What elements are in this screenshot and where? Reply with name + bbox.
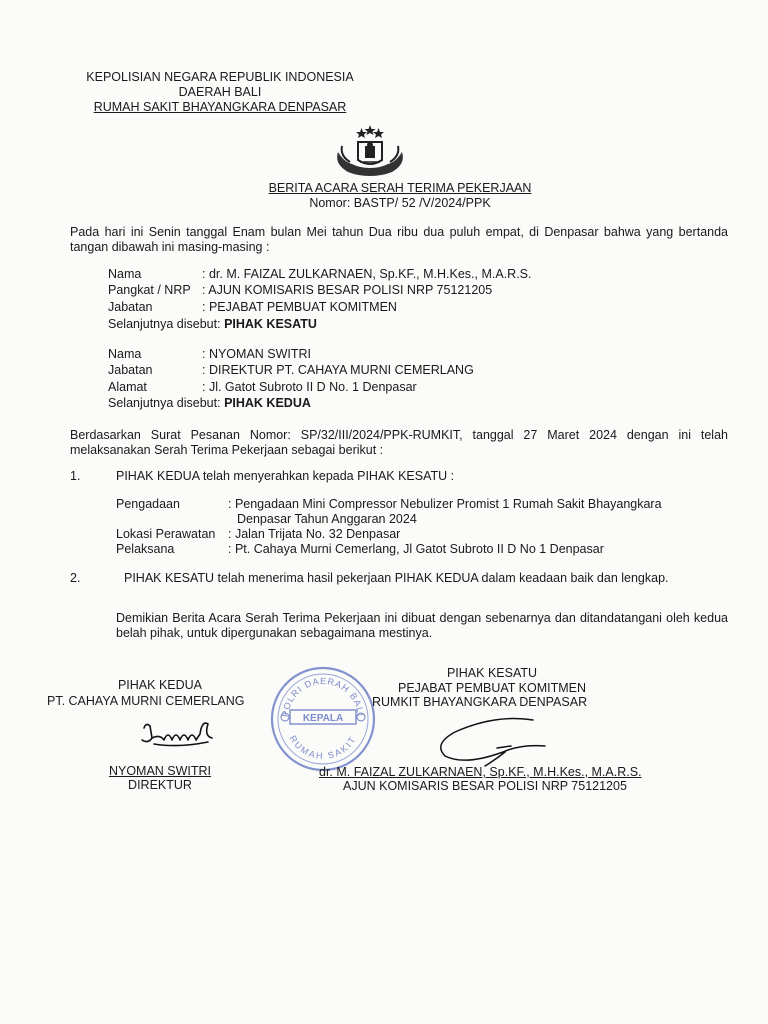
party2-alamat-value: : Jl. Gatot Subroto II D No. 1 Denpasar bbox=[202, 380, 417, 394]
item1-lokasi-row bbox=[116, 527, 736, 542]
party2-nama-value: : NYOMAN SWITRI bbox=[202, 347, 312, 361]
item1-text: PIHAK KEDUA telah menyerahkan kepada PIHAK KESATU : bbox=[116, 469, 455, 483]
item1-pelaksana-row bbox=[116, 542, 736, 557]
left-company: PT. CAHAYA MURNI CEMERLANG bbox=[47, 694, 245, 708]
party2-alias-prefix: Selanjutnya disebut: bbox=[108, 396, 225, 410]
stamp-bottom-text: RUMAH SAKIT bbox=[287, 733, 359, 762]
left-position: DIREKTUR bbox=[128, 778, 192, 792]
right-rank: AJUN KOMISARIS BESAR POLISI NRP 75121205 bbox=[343, 779, 627, 793]
document-number: Nomor: BASTP/ 52 /V/2024/PPK bbox=[309, 196, 491, 210]
party2-alias-line bbox=[108, 396, 311, 411]
header-line-1: KEPOLISIAN NEGARA REPUBLIK INDONESIA bbox=[86, 70, 354, 84]
item1-pengadaan-value: : Pengadaan Mini Compressor Nebulizer Promist 1 Rumah Sakit Bhayangkara bbox=[228, 497, 662, 511]
party1-nama-value: : dr. M. FAIZAL ZULKARNAEN, Sp.KF., M.H.Kes., M.A.R.S. bbox=[202, 267, 532, 281]
left-name: NYOMAN SWITRI bbox=[108, 764, 212, 778]
item1-pengadaan-value-continued: Denpasar Tahun Anggaran 2024 bbox=[237, 512, 417, 526]
party2-alamat-label: Alamat bbox=[108, 380, 147, 394]
item1-number: 1. bbox=[70, 469, 81, 483]
party1-pangkat-label: Pangkat / NRP bbox=[108, 283, 191, 297]
right-org: RUMKIT BHAYANGKARA DENPASAR bbox=[372, 695, 588, 709]
polri-emblem-icon bbox=[330, 124, 410, 180]
item1-pengadaan-label: Pengadaan bbox=[116, 497, 180, 511]
party1-alias-prefix: Selanjutnya disebut: bbox=[108, 317, 225, 331]
item1-pelaksana-label: Pelaksana bbox=[116, 542, 175, 556]
party2-jabatan-value: : DIREKTUR PT. CAHAYA MURNI CEMERLANG bbox=[202, 363, 474, 377]
item2-number: 2. bbox=[70, 571, 81, 585]
basis-paragraph: Berdasarkan Surat Pesanan Nomor: SP/32/III/2024/PPK-RUMKIT, tanggal 27 Maret 2024 dengan ini telah melaksanakan Serah Terima Pekerjaan sebagai berikut : bbox=[70, 428, 728, 457]
document-title: BERITA ACARA SERAH TERIMA PEKERJAAN bbox=[268, 181, 532, 195]
left-signature bbox=[138, 716, 228, 752]
party1-alias: PIHAK KESATU bbox=[224, 317, 317, 331]
header-line-3: RUMAH SAKIT BHAYANGKARA DENPASAR bbox=[93, 100, 347, 114]
party2-nama-label: Nama bbox=[108, 347, 142, 361]
hospital-stamp bbox=[268, 664, 378, 774]
party1-jabatan-label: Jabatan bbox=[108, 300, 153, 314]
right-role: PIHAK KESATU bbox=[446, 666, 538, 680]
intro-paragraph: Pada hari ini Senin tanggal Enam bulan Mei tahun Dua ribu dua puluh empat, di Denpasar bahwa yang bertanda tangan dibawah ini masing-masing : bbox=[70, 225, 728, 254]
right-name: dr. M. FAIZAL ZULKARNAEN, Sp.KF., M.H.Kes., M.A.R.S. bbox=[319, 765, 642, 779]
party1-pangkat-value: : AJUN KOMISARIS BESAR POLISI NRP 75121205 bbox=[202, 283, 493, 297]
party1-nama-row bbox=[108, 267, 708, 282]
party2-alias: PIHAK KEDUA bbox=[224, 396, 311, 410]
item1-lokasi-label: Lokasi Perawatan bbox=[116, 527, 216, 541]
right-signature bbox=[425, 712, 575, 768]
party1-alias-line bbox=[108, 317, 317, 332]
party1-pangkat-row bbox=[108, 283, 708, 298]
party2-nama-row bbox=[108, 347, 708, 362]
stamp-top-text: POLRI DAERAH BALI bbox=[279, 675, 366, 718]
party2-alamat-row bbox=[108, 380, 708, 395]
party1-nama-label: Nama bbox=[108, 267, 142, 281]
right-title: PEJABAT PEMBUAT KOMITMEN bbox=[398, 681, 586, 695]
closing-paragraph: Demikian Berita Acara Serah Terima Pekerjaan ini dibuat dengan sebenarnya dan ditandatangani oleh kedua belah pihak, untuk dipergunakan sebagaimana mestinya. bbox=[116, 611, 728, 640]
item1-lokasi-value: : Jalan Trijata No. 32 Denpasar bbox=[228, 527, 401, 541]
party2-jabatan-row bbox=[108, 363, 708, 378]
header-line-2: DAERAH BALI bbox=[178, 85, 262, 99]
party1-jabatan-row bbox=[108, 300, 708, 315]
item1-pelaksana-value: : Pt. Cahaya Murni Cemerlang, Jl Gatot Subroto II D No 1 Denpasar bbox=[228, 542, 604, 556]
party2-jabatan-label: Jabatan bbox=[108, 363, 153, 377]
stamp-center-text: KEPALA bbox=[302, 713, 344, 724]
item2-text: PIHAK KESATU telah menerima hasil pekerjaan PIHAK KEDUA dalam keadaan baik dan lengkap. bbox=[124, 571, 669, 585]
item1-pengadaan-row bbox=[116, 497, 736, 512]
party1-jabatan-value: : PEJABAT PEMBUAT KOMITMEN bbox=[202, 300, 397, 314]
left-role: PIHAK KEDUA bbox=[117, 678, 203, 692]
